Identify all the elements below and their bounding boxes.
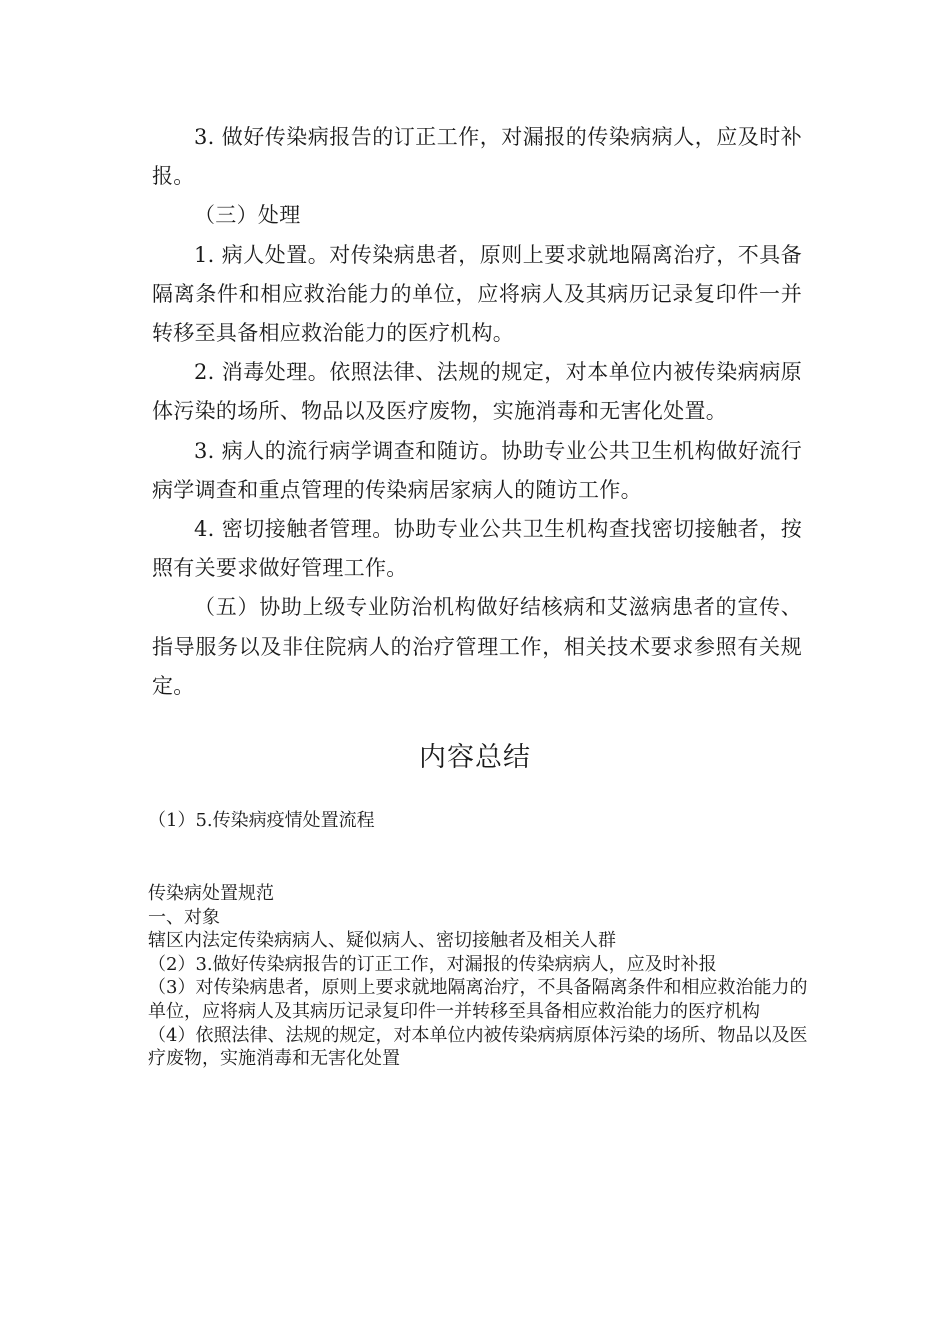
paragraph-epidemiological-survey: 3. 病人的流行病学调查和随访。协助专业公共卫生机构做好流行病学调查和重点管理的传染病居家病人的随访工作。 (152, 438, 802, 502)
summary-line: （4）依照法律、法规的规定，对本单位内被传染病病原体污染的场所、物品以及医疗废物，实施消毒和无害化处置 (148, 1024, 808, 1070)
summary-line: 辖区内法定传染病病人、疑似病人、密切接触者及相关人群 (148, 930, 616, 952)
paragraph-disinfection: 2. 消毒处理。依照法律、法规的规定，对本单位内被传染病病原体污染的场所、物品以及医疗废物，实施消毒和无害化处置。 (152, 360, 802, 424)
summary-line: （3）对传染病患者，原则上要求就地隔离治疗，不具备隔离条件和相应救治能力的单位，应将病人及其病历记录复印件一并转移至具备相应救治能力的医疗机构 (148, 977, 808, 1022)
body-text (152, 118, 802, 706)
summary-head: （1）5.传染病疫情处置流程 (148, 810, 375, 831)
paragraph-patient-disposal: 1. 病人处置。对传染病患者，原则上要求就地隔离治疗，不具备隔离条件和相应救治能力的单位，应将病人及其病历记录复印件一并转移至具备相应救治能力的医疗机构。 (152, 242, 802, 346)
paragraph-close-contacts: 4. 密切接触者管理。协助专业公共卫生机构查找密切接触者，按照有关要求做好管理工作。 (152, 517, 802, 581)
summary-line: 一、对象 (148, 906, 220, 928)
paragraph-report-correction: 3. 做好传染病报告的订正工作，对漏报的传染病病人，应及时补报。 (152, 125, 802, 189)
summary-line: （2）3.做好传染病报告的订正工作，对漏报的传染病病人，应及时补报 (148, 953, 717, 975)
paragraph-tb-aids-assistance: （五）协助上级专业防治机构做好结核病和艾滋病患者的宣传、指导服务以及非住院病人的治疗管理工作，相关技术要求参照有关规定。 (152, 595, 802, 698)
summary-list (148, 882, 808, 1071)
summary-title: 内容总结 (419, 742, 531, 773)
section-heading-handling: （三）处理 (194, 203, 301, 228)
summary-line: 传染病处置规范 (148, 883, 274, 904)
